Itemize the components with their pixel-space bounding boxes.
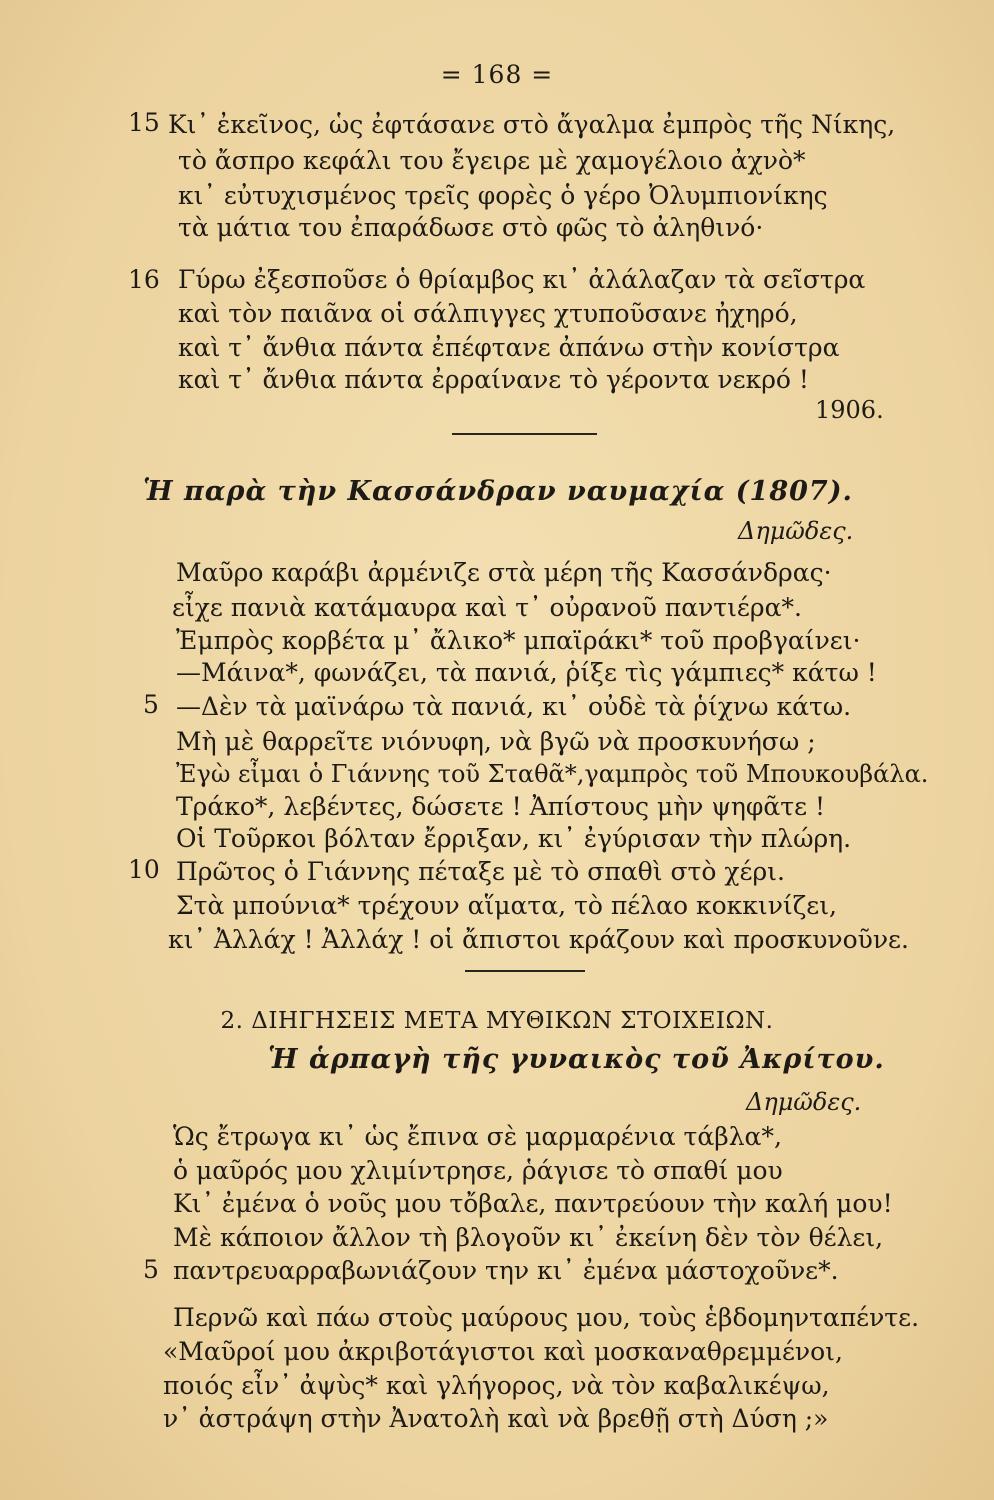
poem-date: 1906. [815,396,884,424]
verse-line: Γύρω ἐξεσποῦσε ὁ θρίαμβος κι᾿ ἀλάλαζαν τὰ σεῖστρα [178,265,866,294]
stanza-number: 15 [128,108,160,137]
verse-line: Οἱ Τοῦρκοι βόλταν ἔρριξαν, κι᾿ ἐγύρισαν τὴν πλώρη. [176,824,852,853]
verse-line: Περνῶ καὶ πάω στοὺς μαύρους μου, τοὺς ἑβδομηνταπέντε. [173,1303,920,1332]
verse-line: παντρευαρραβωνιάζουν την κι᾿ ἐμένα μάστοχοῦνε*. [173,1256,839,1285]
verse-line: Κι᾿ ἐμένα ὁ νοῦς μου τὄβαλε, παντρεύουν τὴν καλή μου! [173,1189,893,1218]
verse-line: καὶ τ᾿ ἄνθια πάντα ἐρραίνανε τὸ γέροντα νεκρό ! [178,365,809,394]
section-heading: 2. ΔΙΗΓΗΣΕΙΣ ΜΕΤΑ ΜΥΘΙΚΩΝ ΣΤΟΙΧΕΙΩΝ. [220,1008,774,1034]
verse-line: Ὡς ἔτρωγα κι᾿ ὡς ἔπινα σὲ μαρμαρένια τάβλα*, [173,1122,782,1151]
verse-line: Μὴ μὲ θαρρεῖτε νιόνυφη, νὰ βγῶ νὰ προσκυνήσω ; [176,727,816,756]
verse-line: —Δὲν τὰ μαϊνάρω τὰ πανιά, κι᾿ οὐδὲ τὰ ῥίχνω κάτω. [176,692,852,721]
line-number: 10 [128,855,160,884]
verse-line: Μὲ κάποιον ἄλλον τὴ βλογοῦν κι᾿ ἐκείνη δὲν τὸν θέλει, [173,1223,884,1252]
poem-title: Ἡ ἁρπαγὴ τῆς γυναικὸς τοῦ Ἀκρίτου. [268,1044,885,1075]
verse-line: ὁ μαῦρός μου χλιμίντρησε, ῥάγισε τὸ σπαθί μου [173,1156,783,1185]
verse-line: ποιός εἶν᾿ ἀψὺς* καὶ γλήγορος, νὰ τὸν καβαλικέψω, [163,1371,830,1400]
verse-line: καὶ τὸν παιᾶνα οἱ σάλπιγγες χτυποῦσανε ἠχηρό, [178,299,798,328]
page-number: = 168 = [440,60,554,89]
verse-line: «Μαῦροί μου ἀκριβοτάγιστοι καὶ μοσκαναθρεμμένοι, [163,1337,843,1366]
line-number: 5 [143,1255,159,1284]
verse-line: Ἐμπρὸς κορβέτα μ᾿ ἄλικο* μπαϊράκι* τοῦ προβγαίνει· [176,626,861,655]
poem-title: Ἡ παρὰ τὴν Κασσάνδραν ναυμαχία (1807). [143,476,853,507]
verse-line: Πρῶτος ὁ Γιάννης πέταξε μὲ τὸ σπαθὶ στὸ χέρι. [176,857,785,886]
verse-line: τὰ μάτια του ἐπαράδωσε στὸ φῶς τὸ ἀληθινό· [178,213,764,242]
poem-genre: Δημῶδες. [746,1088,862,1116]
verse-line: καὶ τ᾿ ἄνθια πάντα ἐπέφτανε ἀπάνω στὴν κονίστρα [178,333,840,362]
verse-line: Στὰ μπούνια* τρέχουν αἵματα, τὸ πέλαο κοκκινίζει, [176,891,837,920]
verse-line: τὸ ἄσπρο κεφάλι του ἔγειρε μὲ χαμογέλοιο ἀχνὸ* [178,146,806,175]
verse-line: Κι᾿ ἐκεῖνος, ὡς ἐφτάσανε στὸ ἄγαλμα ἐμπρὸς τῆς Νίκης, [168,110,896,139]
verse-line: Ἐγὼ εἶμαι ὁ Γιάννης τοῦ Σταθᾶ*,γαμπρὸς τοῦ Μπουκουβάλα. [176,760,929,788]
verse-line: Τράκο*, λεβέντες, δώσετε ! Ἀπίστους μὴν ψηφᾶτε ! [176,792,826,821]
verse-line: κι᾿ Ἀλλάχ ! Ἀλλάχ ! οἱ ἄπιστοι κράζουν καὶ προσκυνοῦνε. [168,925,909,954]
verse-line: κι᾿ εὐτυχισμένος τρεῖς φορὲς ὁ γέρο Ὀλυμπιονίκης [178,181,828,210]
stanza-number: 16 [128,265,160,294]
divider-rule [452,433,597,435]
verse-line: Μαῦρο καράβι ἀρμένιζε στὰ μέρη τῆς Κασσάνδρας· [176,558,832,587]
line-number: 5 [143,690,159,719]
verse-line: —Μάινα*, φωνάζει, τὰ πανιά, ῥίξε τὶς γάμπιες* κάτω ! [176,658,877,687]
verse-line: εἶχε πανιὰ κατάμαυρα καὶ τ᾿ οὐρανοῦ παντιέρα*. [172,593,802,622]
divider-rule [465,970,585,972]
verse-line: ν᾿ ἀστράψη στὴν Ἀνατολὴ καὶ νὰ βρεθῇ στὴ Δύση ;» [163,1404,829,1433]
poem-genre: Δημῶδες. [738,517,854,545]
